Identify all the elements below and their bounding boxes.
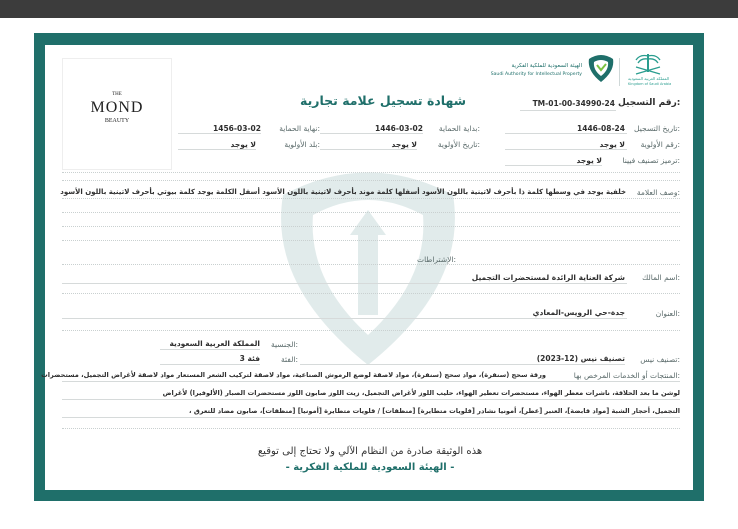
ministry-ar: المملكة العربية السعودية [628,76,670,81]
logo-top-text: THE [112,92,122,97]
nice-value: تصنيف نيس (12-2023) [536,354,625,363]
conditions-label: الإشتراطات: [417,255,456,264]
logo-main-text: MOND [90,99,144,116]
ministry-emblem [628,52,672,90]
owner-label: اسم المالك: [642,273,680,282]
footer-note: هذه الوثيقة صادرة من النظام الآلي ولا تحتاج إلى توقيع [257,446,483,457]
priority-no-value: لا يوجد [599,140,625,149]
registration-label: رقم التسجيل: [618,98,681,108]
palm-swords-icon [628,52,668,76]
goods-line-1: ورقة سحج (سنفرة)، مواد سحج (سنفرة)، مواد لاصقة لوضع الرموش الصناعية، مواد لاصقة لتركيب الشعر المستعار مواد لاصقة لأغراض التجميل، مستحضرات [41,371,546,379]
goods-label: المنتجات أو الخدمات المرخص بها: [573,371,680,380]
description-label: وصف العلامة: [636,188,680,197]
certificate-title: شهادة تسجيل علامة تجارية [300,93,466,108]
protect-end-value: 1456-03-02 [213,124,261,133]
address-value: جدة-حي الرويس-المعادي [532,308,625,317]
top-bar [0,0,738,18]
priority-country-value: لا يوجد [230,140,256,149]
footer-authority: - الهيئة السعودية للملكية الفكرية - [285,462,455,473]
class-label: الفئة: [281,355,298,364]
priority-date-label: تاريخ الأولوية: [437,140,480,149]
vienna-label: ترميز تصنيف فيينا: [622,156,680,165]
nationality-label: الجنسية: [271,340,298,349]
nice-label: تصنيف نيس: [640,355,680,364]
trademark-logo [62,58,172,170]
protect-start-value: 1446-03-02 [375,124,423,133]
protect-end-label: نهاية الحماية: [279,124,320,133]
saip-logo-icon [586,53,616,83]
reg-date-value: 1446-08-24 [577,124,625,133]
logo-bottom-text: BEAUTY [104,118,130,124]
goods-line-2: لوشن ما بعد الحلاقة، ناشرات معطر الهواء، مستحضرات تعطير الهواء، حليب اللوز لأغراض التجميل، زيت اللوز صابون اللوز مستحضرات الصبار (الألوفيرا) لأغراض [162,389,680,397]
ministry-en: Kingdom of Saudi Arabia [628,82,672,86]
priority-date-value: لا يوجد [391,140,417,149]
class-value: فئة 3 [239,354,260,363]
priority-no-label: رقم الأولوية: [640,140,680,149]
authority-name-ar: الهيئة السعودية للملكية الفكرية [511,63,582,69]
nationality-value: المملكة العربية السعودية [169,339,260,348]
reg-date-label: تاريخ التسجيل: [634,124,680,133]
owner-value: شركة العناية الرائدة لمستحضرات التجميل [471,273,625,282]
description-value: خلفية يوجد في وسطها كلمة ذا بأحرف لاتينية باللون الأسود أسفلها كلمة موند بأحرف لاتينية باللون الأسود أسفل الكلمة يوجد كلمة بيوتي بأحرف لاتينية باللون الأسود [60,188,626,196]
authority-divider [619,58,620,86]
priority-country-label: بلد الأولوية: [284,140,320,149]
protect-start-label: بداية الحماية: [438,124,480,133]
goods-line-3: التجميل، أحجار الشبة [مواد قابضة]، العنبر [عطر]، أمونيا نشادر [قلويات متطايرة] [منظفات] / قلويات متطايرة [أمونيا] [منظفات]، صابون مضاد للتعرق ، [189,407,680,415]
authority-name-en: Saudi Authority for Intellectual Property [490,72,582,77]
vienna-value: لا يوجد [576,156,602,165]
registration-value: TM-01-00-34990-24 [532,99,615,108]
address-label: العنوان: [655,309,680,318]
